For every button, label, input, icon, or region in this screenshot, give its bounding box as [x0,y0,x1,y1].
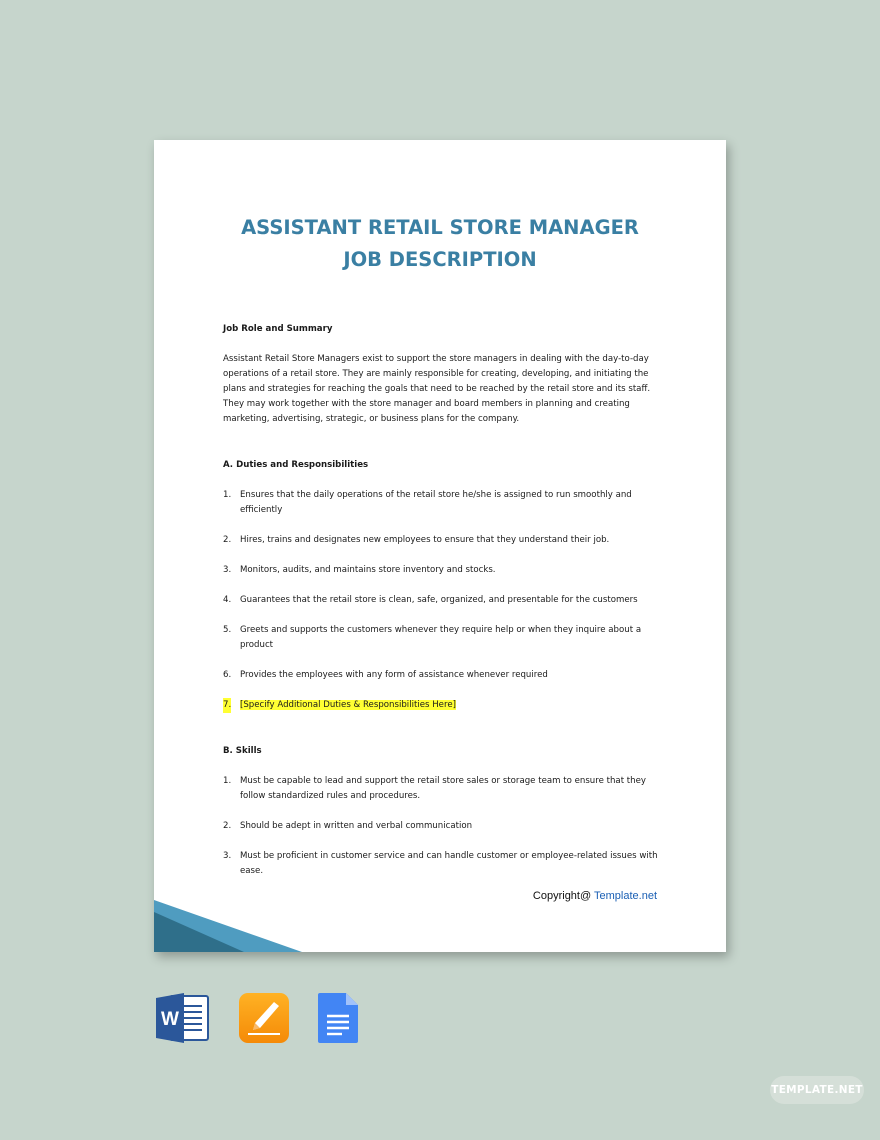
duty-text: Ensures that the daily operations of the retail store he/she is assigned to run smoothly and efficiently [240,490,632,515]
skill-text: Should be adept in written and verbal communication [240,821,473,831]
duty-item [223,488,661,518]
google-docs-icon[interactable] [317,992,359,1044]
duty-number: 3. [223,565,232,575]
title-line-1: ASSISTANT RETAIL STORE MANAGER [241,216,639,239]
duty-placeholder-text: [Specify Additional Duties & Responsibilities Here] [240,700,456,710]
duty-number: 1. [223,490,232,500]
skills-heading: B. Skills [223,746,262,756]
template-net-badge[interactable]: TEMPLATE.NET [770,1076,864,1104]
skill-number: 3. [223,851,232,861]
word-icon[interactable] [154,992,212,1044]
summary-text: Assistant Retail Store Managers exist to support the store managers in dealing with the day-to-day operations of a retail store. They are mainly responsible for creating, developing, and initiating the plans and strategies for reaching the goals that need to be reached by the retail store and its staff. They may work together with the store manager and board members in planning and creating marketing, advertising, strategic, or business plans for the company. [223,354,651,424]
duty-text: Greets and supports the customers whenever they require help or when they inquire about a product [240,625,642,650]
duties-list [223,488,661,713]
duty-item [223,563,661,578]
duty-number: 6. [223,670,232,680]
skill-number: 2. [223,821,232,831]
duty-number: 5. [223,625,232,635]
copyright-link[interactable]: Template.net [594,890,657,902]
skill-item [223,849,661,879]
document-title [154,212,726,276]
duty-text: Guarantees that the retail store is clean, safe, organized, and presentable for the customers [240,595,638,605]
duty-item-placeholder [223,698,661,713]
skill-number: 1. [223,776,232,786]
duty-text: Monitors, audits, and maintains store inventory and stocks. [240,565,496,575]
skill-text: Must be capable to lead and support the retail store sales or storage team to ensure that they follow standardized rules and procedures. [240,776,646,801]
duty-item [223,593,661,608]
duty-text: Hires, trains and designates new employees to ensure that they understand their job. [240,535,610,545]
corner-decoration [154,900,314,952]
skills-list [223,774,661,879]
duty-item [223,668,661,683]
document-page [154,140,726,952]
duty-number: 4. [223,595,232,605]
duties-heading: A. Duties and Responsibilities [223,460,369,470]
duty-item [223,623,661,653]
skill-text: Must be proficient in customer service and can handle customer or employee-related issues with ease. [240,851,658,876]
summary-heading: Job Role and Summary [223,324,333,334]
word-glyph: W [161,1009,179,1030]
pages-icon[interactable] [238,992,290,1044]
skill-item [223,819,661,834]
document-body [223,322,661,894]
duty-item [223,533,661,548]
duty-number: 7. [223,698,231,713]
title-line-2: JOB DESCRIPTION [343,248,537,271]
duty-number: 2. [223,535,232,545]
copyright-label: Copyright@ [532,890,592,902]
duty-text: Provides the employees with any form of assistance whenever required [240,670,548,680]
copyright-line [533,890,657,902]
skill-item [223,774,661,804]
